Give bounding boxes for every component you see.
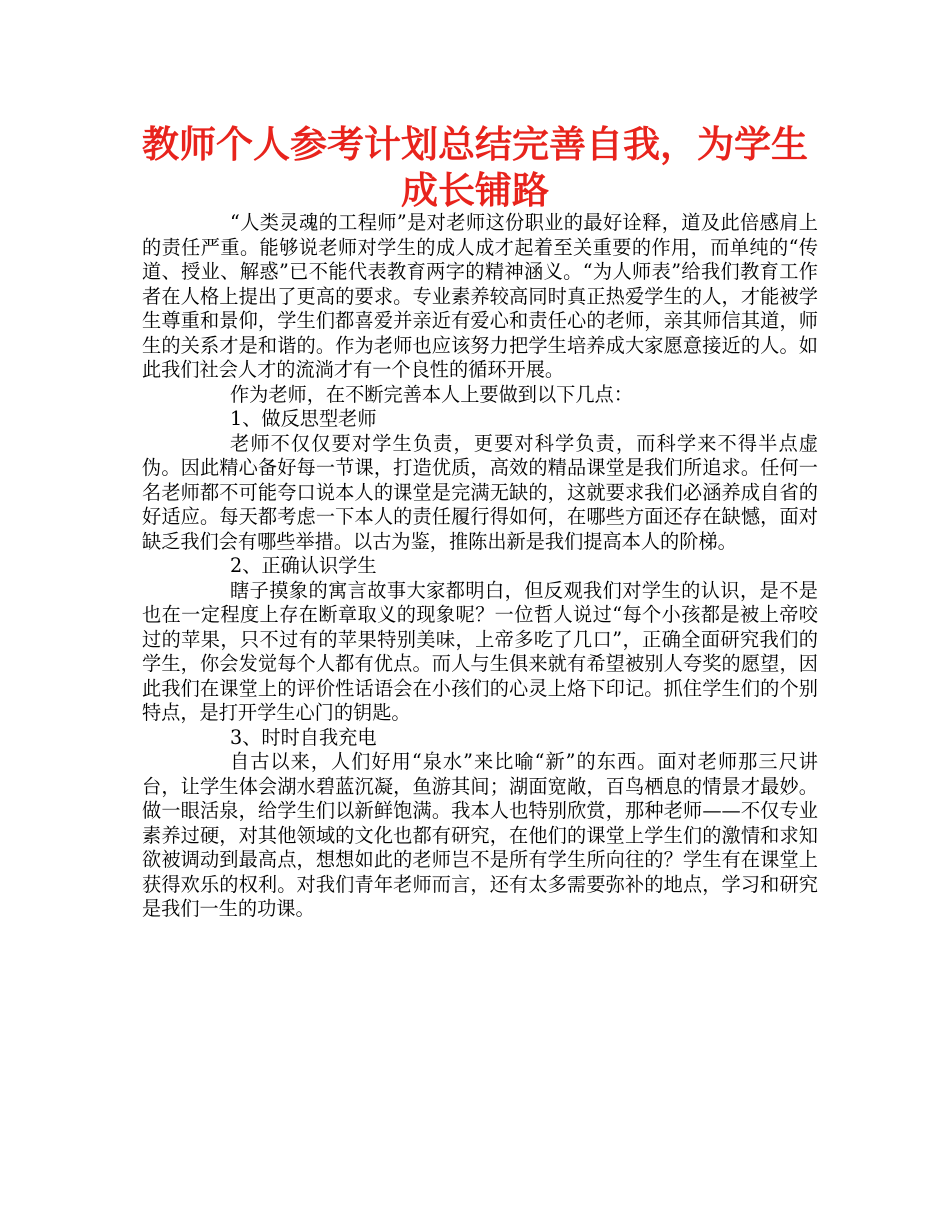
section-heading-2: 2、正确认识学生	[230, 554, 377, 577]
section-paragraph-1: 老师不仅仅要对学生负责，更要对科学负责，而科学来不得半点虚伪。因此精心备好每一节课，打造优质，高效的精品课堂是我们所追求。任何一名老师都不可能夸口说本人的课堂是完满无缺的，这就要求我们必涵养成自省的好适应。每天都考虑一下本人的责任履行得如何，在哪些方面还存在缺憾，面对缺乏我们会有哪些举措。以古为鉴，推陈出新是我们提高本人的阶梯。	[142, 431, 818, 553]
document-title: 教师个人参考计划总结完善自我，为学生成长铺路	[142, 123, 808, 212]
intro-paragraph: “人类灵魂的工程师”是对老师这份职业的最好诠释，道及此倍感肩上的责任严重。能够说老师对学生的成人成才起着至关重要的作用，而单纯的“传道、授业、解惑”已不能代表教育两字的精神涵义。“为人师表”给我们教育工作者在人格上提出了更高的要求。专业素养较高同时真正热爱学生的人，才能被学生尊重和景仰，学生们都喜爱并亲近有爱心和责任心的老师，亲其师信其道，师生的关系才是和谐的。作为老师也应该努力把学生培养成大家愿意接近的人。如此我们社会人才的流淌才有一个良性的循环开展。	[142, 211, 818, 381]
lead-in-paragraph: 作为老师，在不断完善本人上要做到以下几点：	[230, 382, 633, 406]
document-body	[142, 211, 818, 922]
section-paragraph-2: 瞎子摸象的寓言故事大家都明白，但反观我们对学生的认识，是不是也在一定程度上存在断章取义的现象呢？一位哲人说过“每个小孩都是被上帝咬过的苹果，只不过有的苹果特别美味，上帝多吃了几口”，正确全面研究我们的学生，你会发觉每个人都有优点。而人与生俱来就有希望被别人夸奖的愿望，因此我们在课堂上的评价性话语会在小孩们的心灵上烙下印记。抓住学生们的个别特点，是打开学生心门的钥匙。	[142, 578, 818, 724]
section-heading-3: 3、时时自我充电	[230, 725, 377, 749]
section-heading-1: 1、做反思型老师	[230, 407, 377, 430]
section-paragraph-3: 自古以来，人们好用“泉水”来比喻“新”的东西。面对老师那三尺讲台，让学生体会湖水碧蓝沉凝，鱼游其间；湖面宽敞，百鸟栖息的情景才最妙。做一眼活泉，给学生们以新鲜饱满。我本人也特别欣赏，那种老师——不仅专业素养过硬，对其他领域的文化也都有研究，在他们的课堂上学生们的激情和求知欲被调动到最高点，想想如此的老师岂不是所有学生所向往的？学生有在课堂上获得欢乐的权利。对我们青年老师而言，还有太多需要弥补的地点，学习和研究是我们一生的功课。	[142, 750, 818, 920]
